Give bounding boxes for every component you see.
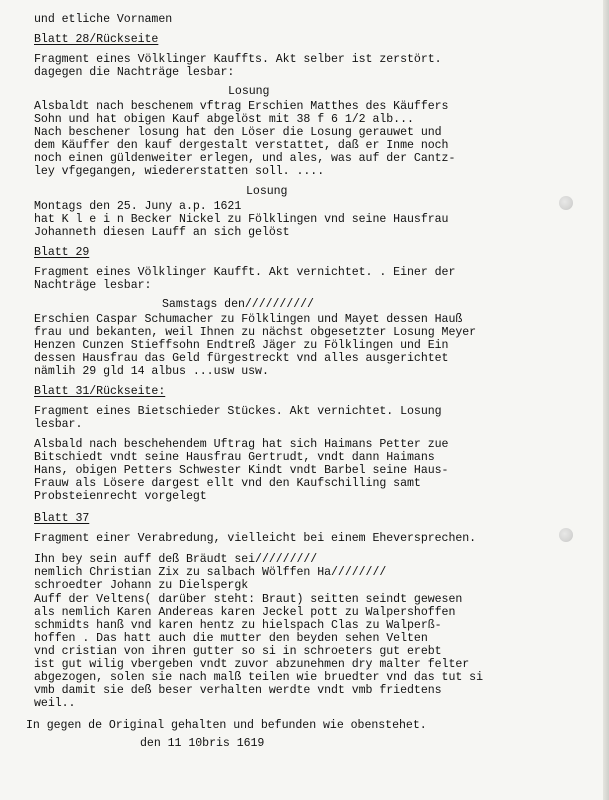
doc-line-4: dagegen die Nachträge lesbar: [34, 66, 235, 79]
doc-line-9: dem Käuffer den kauf dergestalt verstattet, daß er Inme noch [34, 139, 449, 152]
doc-line-42: vnd cristian von ihren gutter so si in schroeters gut erebt [34, 645, 442, 658]
doc-line-39: als nemlich Karen Andereas karen Jeckel pott zu Walpershoffen [34, 606, 456, 619]
certification-line: In gegen de Original gehalten und befunden wie obenstehet. [26, 719, 427, 732]
heading-blatt-37: Blatt 37 [34, 512, 90, 525]
doc-line-18: Nachträge lesbar: [34, 279, 152, 292]
doc-line-17: Fragment eines Völklinger Kaufft. Akt vernichtet. . Einer der [34, 266, 456, 279]
doc-line-21: frau und bekanten, weil Ihnen zu nächst obgesetzter Losung Meyer [34, 326, 477, 339]
punch-hole-top [559, 196, 573, 210]
heading-blatt-29: Blatt 29 [34, 246, 90, 259]
doc-line-10: noch einen güldenweiter erlegen, und ales, was auf der Cantz- [34, 152, 456, 165]
doc-line-46: weil.. [34, 697, 76, 710]
doc-line-1: und etliche Vornamen [34, 13, 173, 26]
doc-line-34: Fragment einer Verabredung, vielleicht bei einem Eheversprechen. [34, 532, 477, 545]
doc-line-20: Erschien Caspar Schumacher zu Fölklingen und Mayet dessen Hauß [34, 313, 463, 326]
doc-line-36: nemlich Christian Zix zu salbach Wölffen Ha//////// [34, 566, 387, 579]
doc-line-13: Montags den 25. Juny a.p. 1621 [34, 200, 242, 213]
date-line-samstags: Samstags den////////// [162, 298, 314, 311]
doc-line-23: dessen Hausfrau das Geld fürgestreckt vnd alles ausgerichtet [34, 352, 449, 365]
heading-blatt-28: Blatt 28/Rückseite [34, 33, 159, 46]
doc-line-30: Hans, obigen Petters Schwester Kindt vndt Barbel seine Haus- [34, 464, 449, 477]
heading-blatt-31: Blatt 31/Rückseite: [34, 385, 166, 398]
doc-line-35: Ihn bey sein auff deß Bräudt sei///////// [34, 553, 318, 566]
doc-line-24: nämlih 29 gld 14 albus ...usw usw. [34, 365, 269, 378]
subheading-losung-2: Losung [246, 185, 288, 198]
doc-line-8: Nach beschener losung hat den Löser die Losung gerauwet und [34, 126, 442, 139]
doc-line-26: Fragment eines Bietschieder Stückes. Akt vernichtet. Losung [34, 405, 442, 418]
punch-hole-bottom [559, 528, 573, 542]
doc-line-38: Auff der Veltens( darüber steht: Braut) seitten seindt gewesen [34, 593, 463, 606]
doc-line-3: Fragment eines Völklinger Kauffts. Akt selber ist zerstört. [34, 53, 442, 66]
doc-line-45: vmb damit sie deß beser verhalten werdte vndt vmb friedtens [34, 684, 442, 697]
doc-line-7: Sohn und hat obigen Kauf abgelöst mit 38 f 6 1/2 alb... [34, 113, 414, 126]
doc-line-14: hat K l e i n Becker Nickel zu Fölklingen vnd seine Hausfrau [34, 213, 449, 226]
doc-line-31: Frauw als Lösere dargest ellt vnd den Kaufschilling samt [34, 477, 421, 490]
page-edge-shadow [603, 0, 609, 800]
doc-line-40: schmidts hanß vnd karen hentz zu hielspach Clas zu Walperß- [34, 619, 442, 632]
date-line-final: den 11 10bris 1619 [140, 737, 265, 750]
doc-line-32: Probsteienrecht vorgelegt [34, 490, 207, 503]
doc-line-37: schroedter Johann zu Dielspergk [34, 579, 249, 592]
doc-line-44: abgezogen, solen sie nach malß teilen wie bruedter vnd das tut si [34, 671, 483, 684]
doc-line-22: Henzen Cunzen Stieffsohn Endtreß Jäger zu Fölklingen und Ein [34, 339, 449, 352]
doc-line-41: hoffen . Das hatt auch die mutter den beyden sehen Velten [34, 632, 428, 645]
doc-line-11: ley vfgegangen, wiedererstatten soll. .... [34, 165, 325, 178]
subheading-losung: Losung [228, 85, 270, 98]
doc-line-28: Alsbald nach beschehendem Uftrag hat sich Haimans Petter zue [34, 438, 449, 451]
doc-line-15: Johanneth diesen Lauff an sich gelöst [34, 226, 290, 239]
doc-line-43: ist gut wilig vbergeben vndt zuvor abzunehmen dry malter felter [34, 658, 470, 671]
doc-line-29: Bitschiedt vndt seine Hausfrau Gertrudt, vndt dann Haimans [34, 451, 435, 464]
doc-line-27: lesbar. [34, 418, 83, 431]
doc-line-6: Alsbaldt nach beschenem vftrag Erschien Matthes des Käuffers [34, 100, 449, 113]
